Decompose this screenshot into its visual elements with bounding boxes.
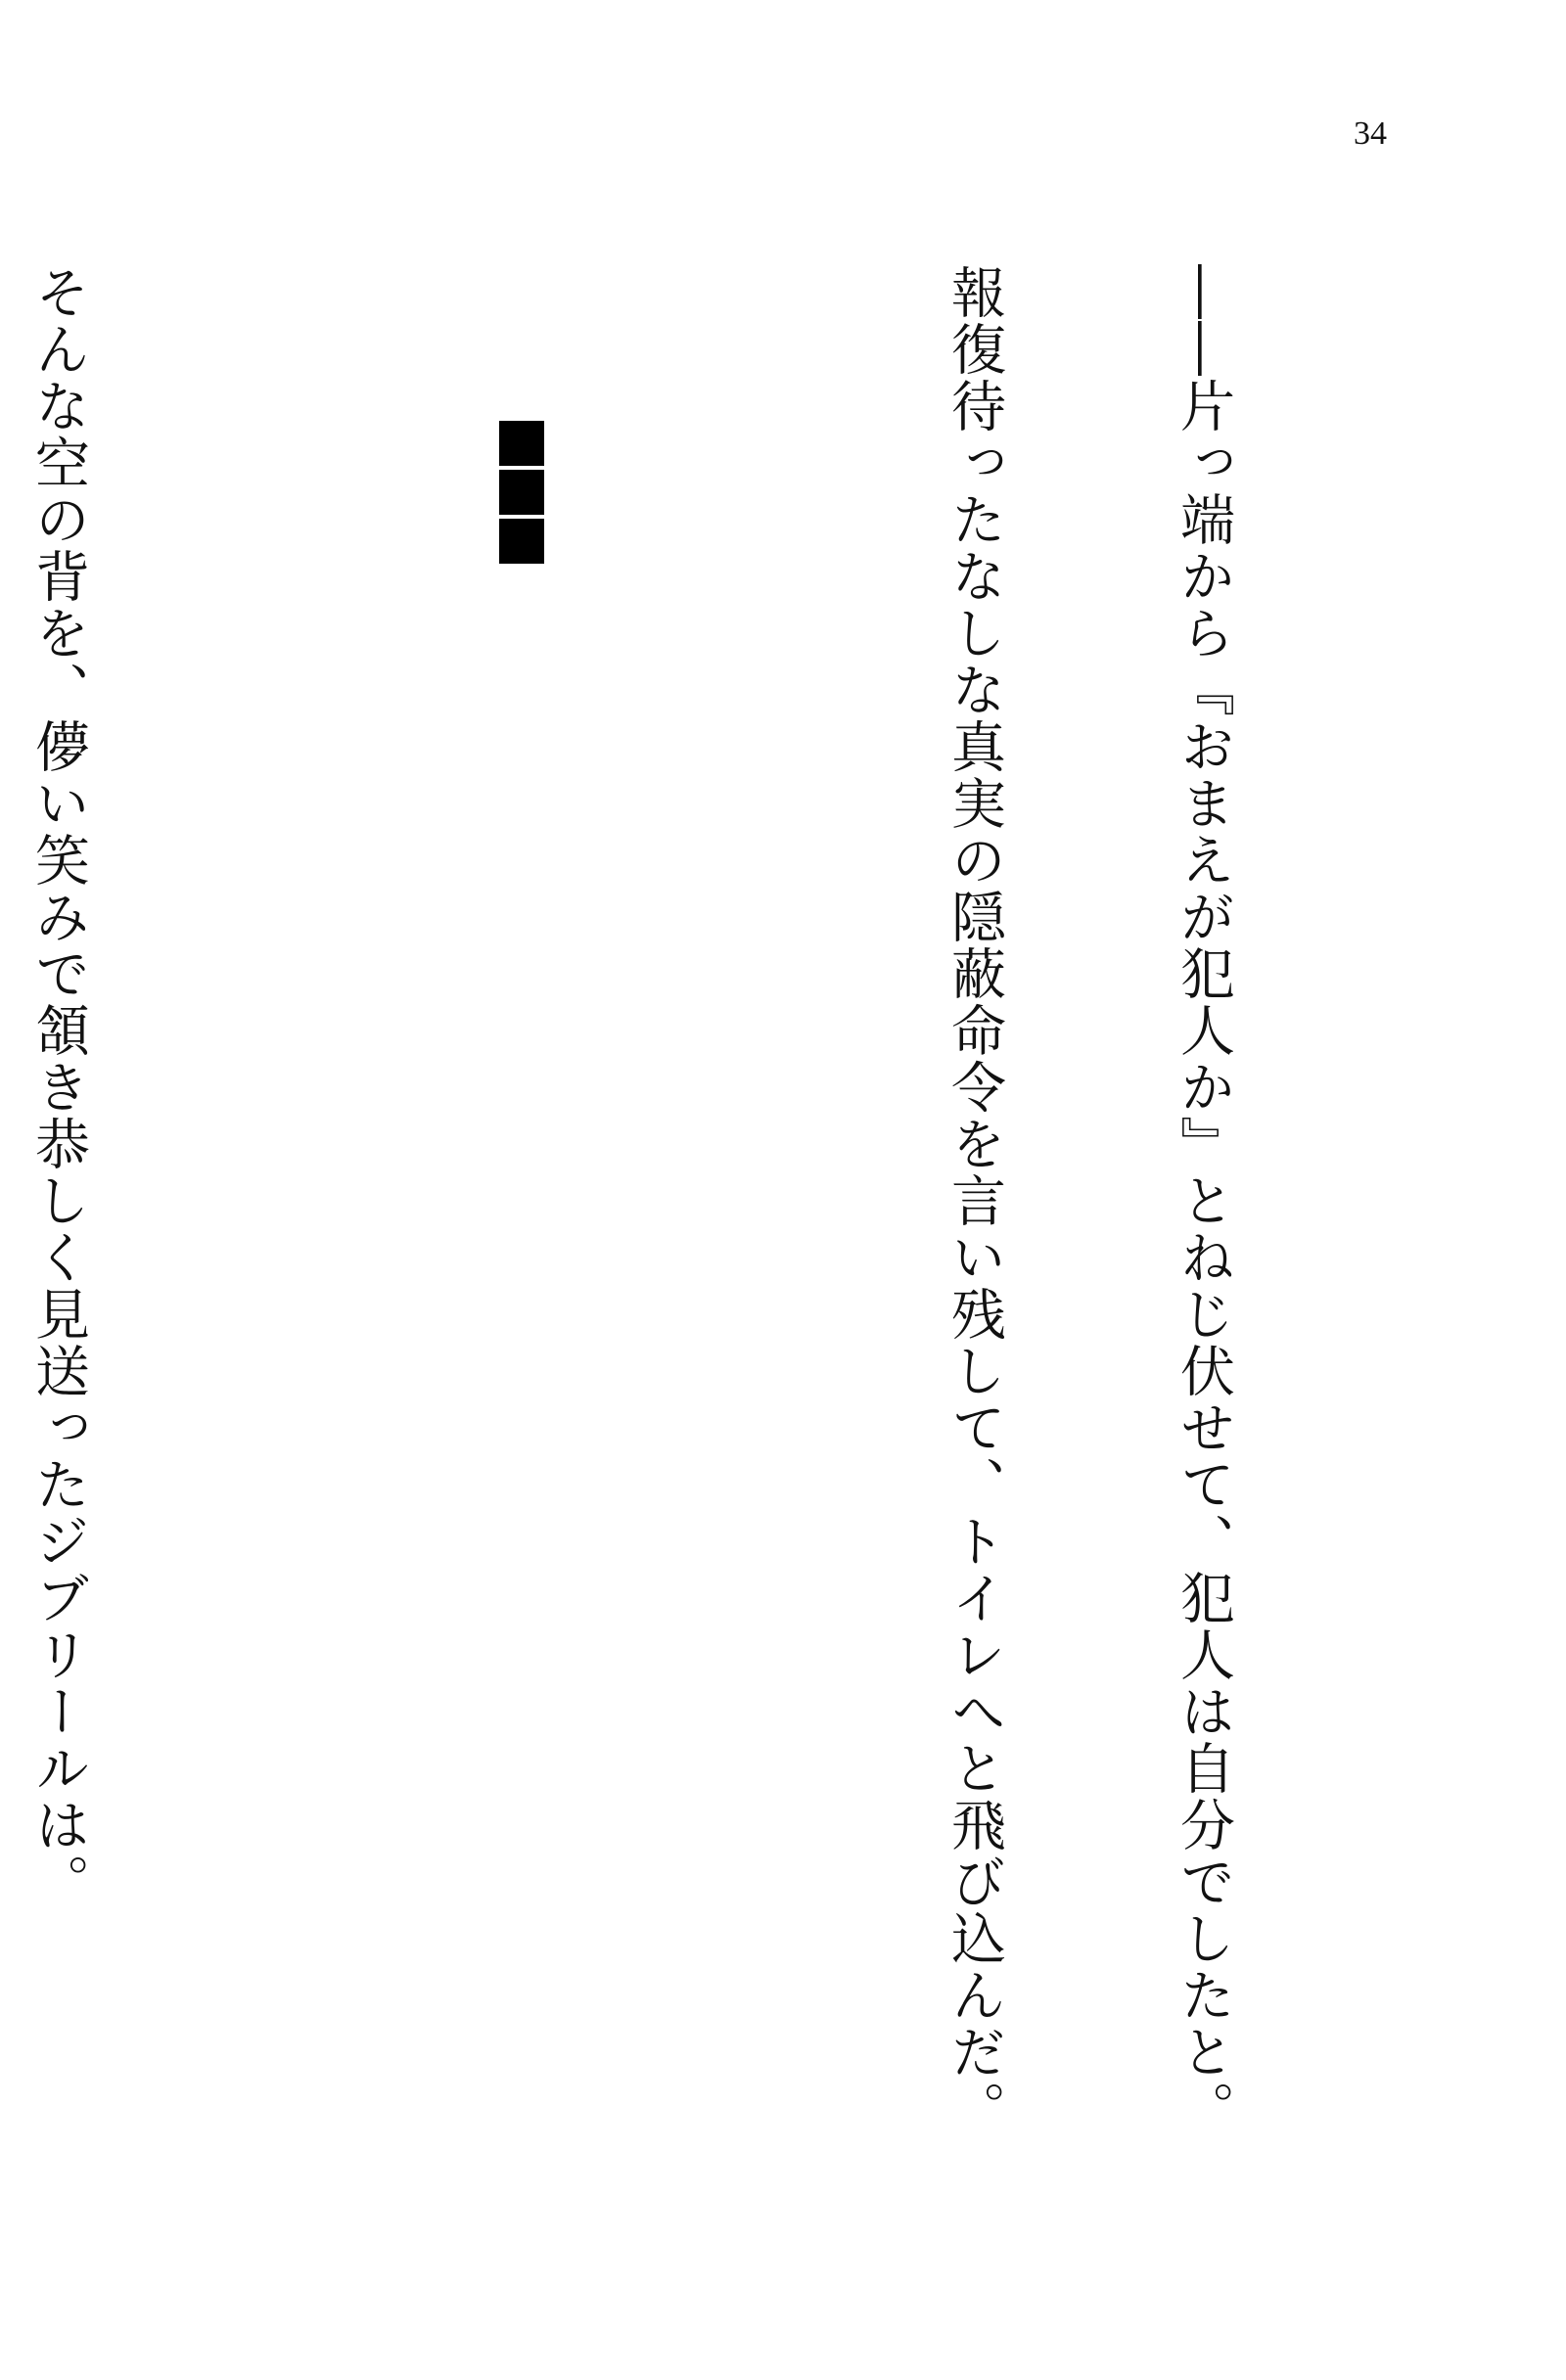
novel-text (0, 264, 1394, 2182)
section-break-mark (478, 421, 554, 695)
blank-line (707, 264, 783, 2182)
text-line: ――片っ端から『おまえが犯人か』とねじ伏せて、犯人は自分でしたと。 (1172, 264, 1235, 2137)
text-line: そんな空の背を、儚い笑みで頷き恭しく見送ったジブリールは。 (26, 264, 90, 1910)
text-line: 報復待ったなしな真実の隠蔽命令を言い残して、トイレへと飛び込んだ。 (943, 264, 1006, 2137)
blank-line (249, 264, 325, 2182)
page-number: 34 (1354, 115, 1387, 152)
